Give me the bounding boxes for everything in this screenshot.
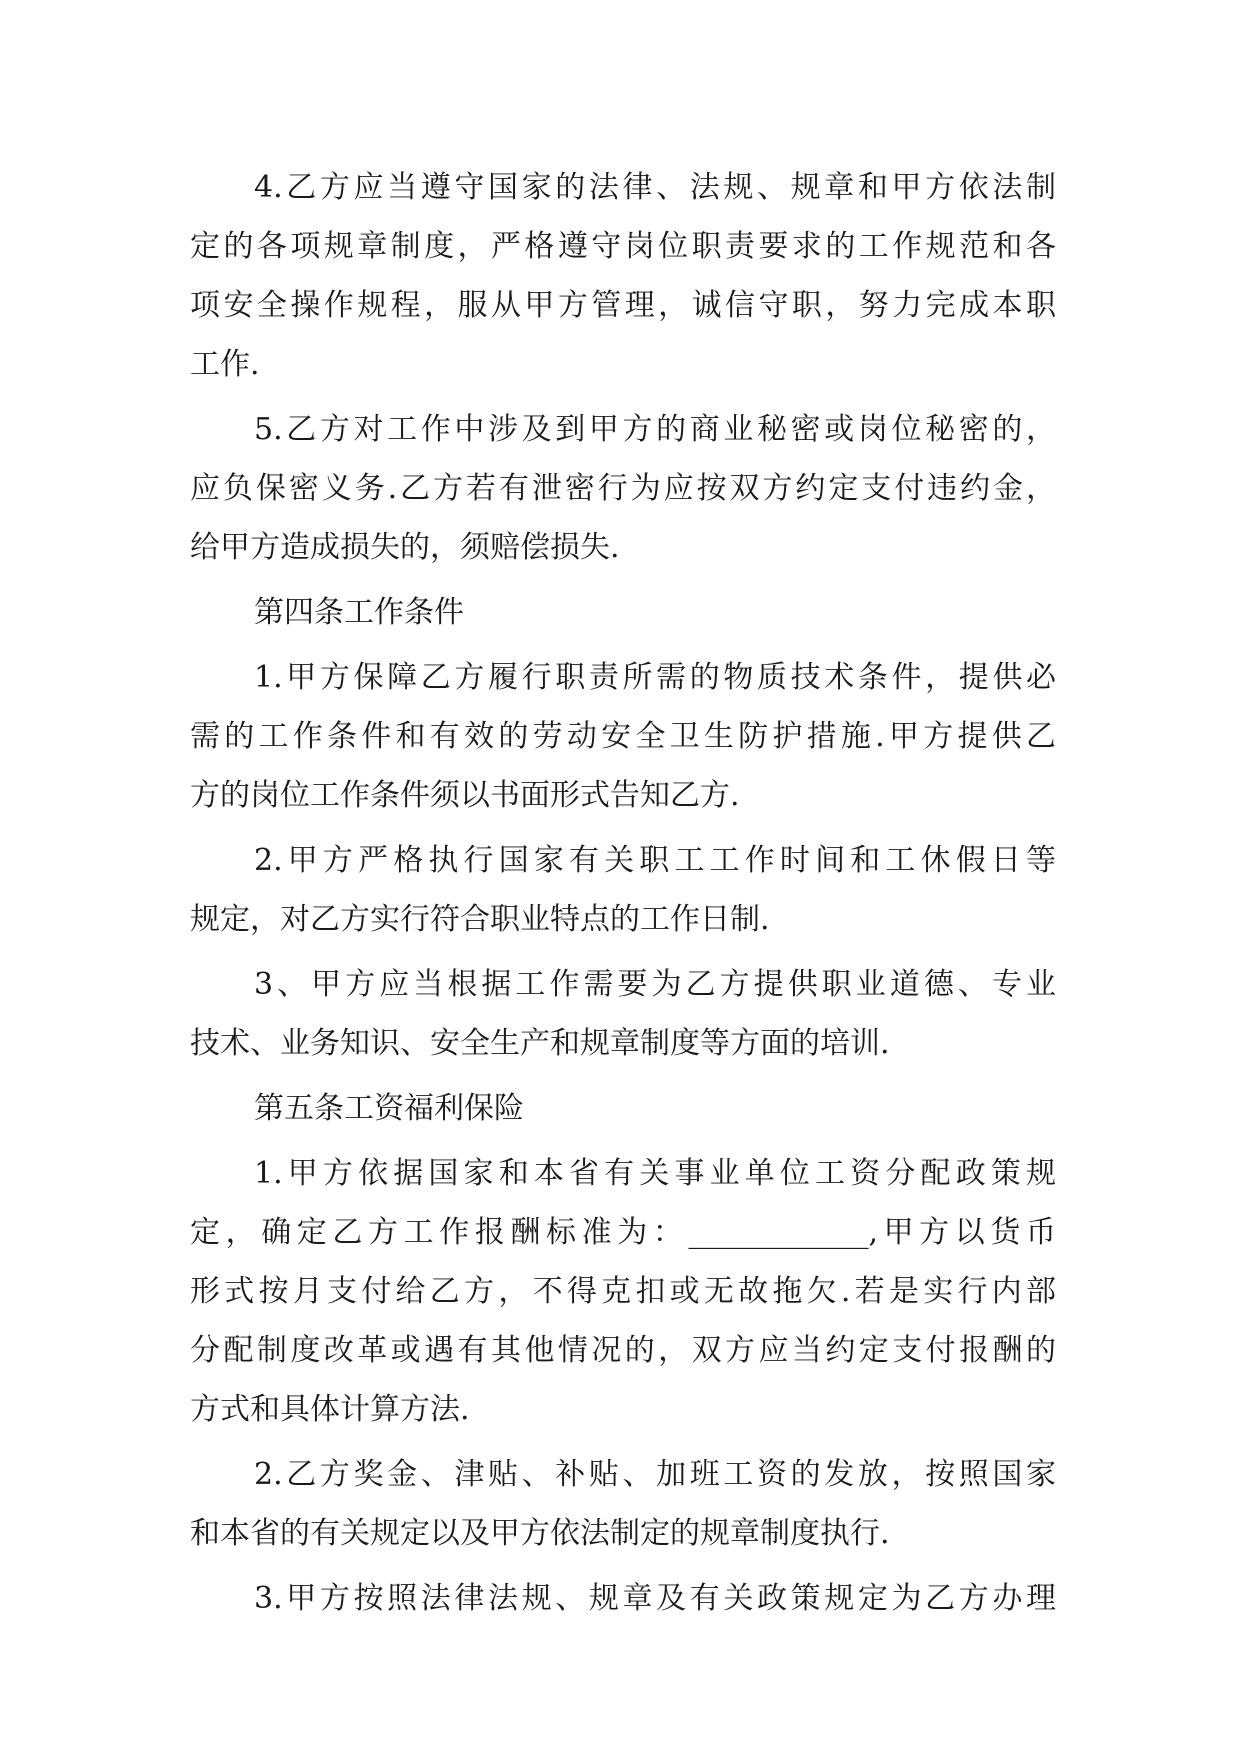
paragraph-line: 3、甲方应当根据工作需要为乙方提供职业道德、专业	[254, 967, 1056, 1002]
paragraph	[190, 400, 1056, 577]
section-heading	[190, 583, 1056, 642]
paragraph	[190, 955, 1056, 1073]
paragraph-line: 5.乙方对工作中涉及到甲方的商业秘密或岗位秘密的，	[254, 412, 1056, 447]
paragraph-line: 方式和具体计算方法.	[190, 1392, 470, 1427]
paragraph-line: 定，确定乙方工作报酬标准为：____________,甲方以货币	[190, 1215, 1056, 1250]
paragraph-line: 分配制度改革或遇有其他情况的，双方应当约定支付报酬的	[190, 1333, 1056, 1368]
paragraph	[190, 1569, 1056, 1628]
paragraph-line: 2.甲方严格执行国家有关职工工作时间和工休假日等	[254, 843, 1056, 878]
paragraph-line: 2.乙方奖金、津贴、补贴、加班工资的发放，按照国家	[254, 1457, 1056, 1492]
section-heading-text: 第四条工作条件	[254, 595, 464, 630]
paragraph-line: 规定，对乙方实行符合职业特点的工作日制.	[190, 902, 770, 937]
section-heading	[190, 1079, 1056, 1138]
paragraph	[190, 1445, 1056, 1563]
paragraph-line: 4.乙方应当遵守国家的法律、法规、规章和甲方依法制	[254, 170, 1056, 205]
paragraph-line: 形式按月支付给乙方，不得克扣或无故拖欠.若是实行内部	[190, 1274, 1056, 1309]
paragraph-line: 方的岗位工作条件须以书面形式告知乙方.	[190, 778, 740, 813]
paragraph	[190, 831, 1056, 949]
document-body	[190, 158, 1056, 1628]
paragraph-line: 定的各项规章制度，严格遵守岗位职责要求的工作规范和各	[190, 229, 1056, 264]
paragraph-line: 给甲方造成损失的，须赔偿损失.	[190, 530, 620, 565]
paragraph	[190, 648, 1056, 825]
paragraph-line: 和本省的有关规定以及甲方依法制定的规章制度执行.	[190, 1516, 890, 1551]
paragraph-line: 1.甲方保障乙方履行职责所需的物质技术条件，提供必	[254, 660, 1056, 695]
paragraph	[190, 158, 1056, 394]
paragraph-line: 技术、业务知识、安全生产和规章制度等方面的培训.	[190, 1026, 890, 1061]
paragraph	[190, 1144, 1056, 1439]
paragraph-line: 需的工作条件和有效的劳动安全卫生防护措施.甲方提供乙	[190, 719, 1056, 754]
paragraph-line: 3.甲方按照法律法规、规章及有关政策规定为乙方办理	[254, 1581, 1056, 1616]
paragraph-line: 1.甲方依据国家和本省有关事业单位工资分配政策规	[254, 1156, 1056, 1191]
paragraph-line: 项安全操作规程，服从甲方管理，诚信守职，努力完成本职	[190, 288, 1056, 323]
paragraph-line: 工作.	[190, 347, 260, 382]
paragraph-line: 应负保密义务.乙方若有泄密行为应按双方约定支付违约金，	[190, 471, 1056, 506]
section-heading-text: 第五条工资福利保险	[254, 1091, 524, 1126]
